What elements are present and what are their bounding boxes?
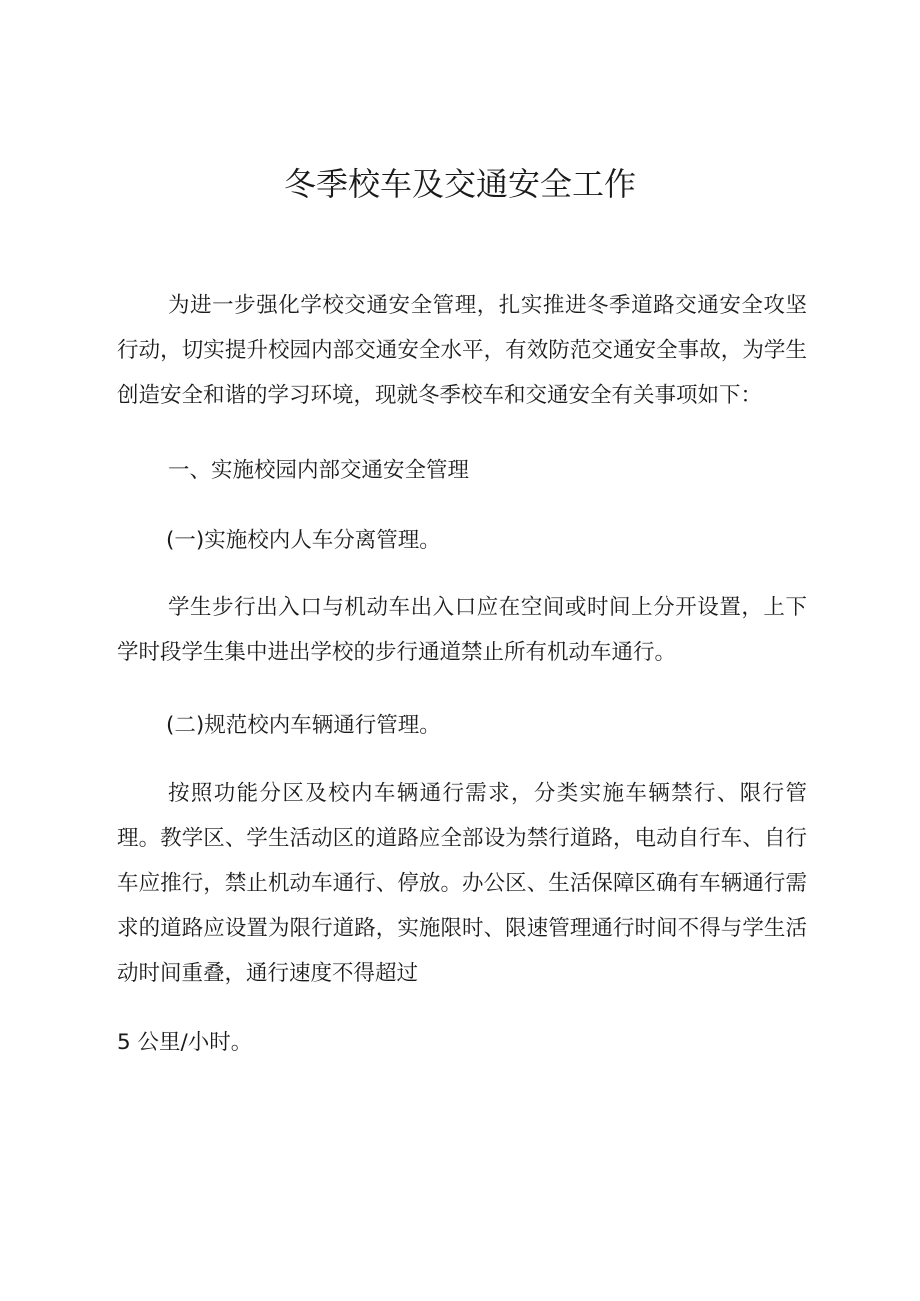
section-heading: 一、实施校园内部交通安全管理: [168, 458, 470, 483]
intro-paragraph: 为进一步强化学校交通安全管理，扎实推进冬季道路交通安全攻坚行动，切实提升校园内部交通安全水平，有效防范交通安全事故，为学生创造安全和谐的学习环境，现就冬季校车和交通安全有关事项如下：: [117, 293, 807, 408]
subsection-2-paragraph: 按照功能分区及校内车辆通行需求，分类实施车辆禁行、限行管理。教学区、学生活动区的道路应全部设为禁行道路，电动自行车、自行车应推行，禁止机动车通行、停放。办公区、生活保障区确有车辆通行需求的道路应设置为限行道路，实施限时、限速管理通行时间不得与学生活动时间重叠，通行速度不得超过: [117, 781, 807, 986]
document-title: 冬季校车及交通安全工作: [283, 165, 636, 203]
subsection-2-tail: 5 公里/小时。: [117, 1030, 253, 1055]
subsection-heading-1: (一)实施校内人车分离管理。: [166, 528, 441, 553]
subsection-heading-2: (二)规范校内车辆通行管理。: [166, 713, 441, 738]
subsection-1-paragraph: 学生步行出入口与机动车出入口应在空间或时间上分开设置，上下学时段学生集中进出学校的步行通道禁止所有机动车通行。: [117, 595, 807, 665]
